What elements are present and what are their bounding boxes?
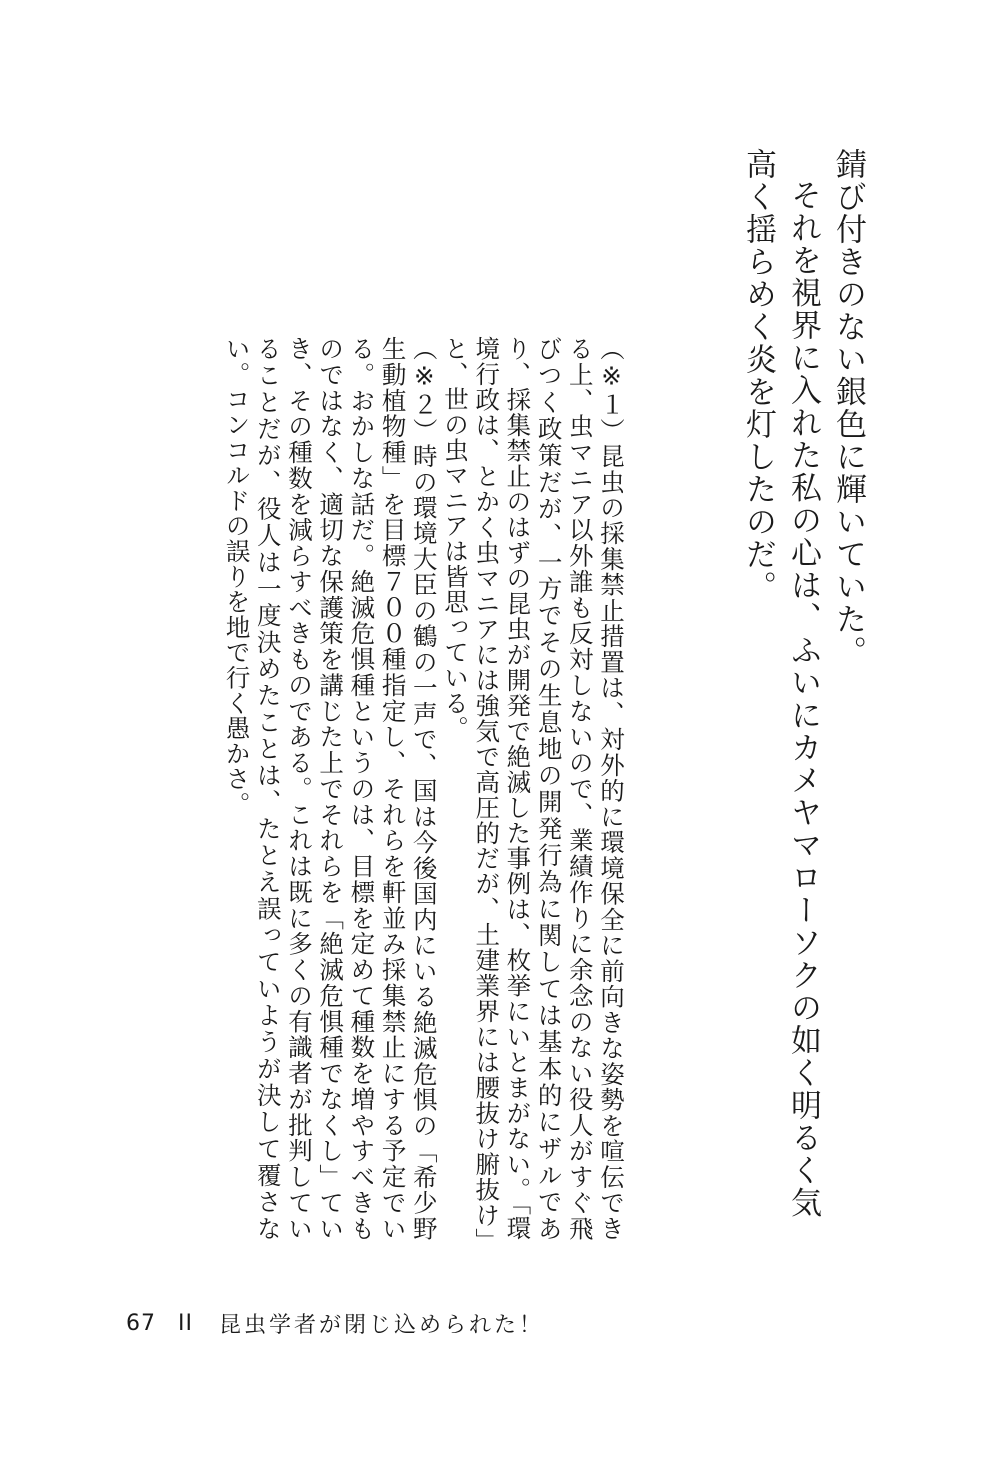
main-paragraph-2: それを視界に入れた私の心は、ふいにカメヤマローソクの如く明るく気高く揺らめく炎を灯したのだ。 <box>740 148 821 1219</box>
page-number: 67 <box>126 1310 156 1336</box>
footnote-2: （※２）時の環境大臣の鶴の一声で、国は今後国内にいる絶滅危惧の「希少野生動植物種」を目標７００種指定し、それらを軒並み採集禁止にする予定でいる。おかしな話だ。絶滅危惧種というのは、目標を定めて種数を増やすべきものではなく、適切な保護策を講じた上でそれらを「絶滅危惧種でなくし」ていき、その種数を減らすべきものである。これは既に多くの有識者が批判していることだが、役人は一度決めたことは、たとえ誤っていようが決して覆さない。コンコルドの誤りを地で行く愚かさ。 <box>222 336 439 1241</box>
main-paragraph-1: 錆び付きのない銀色に輝いていた。 <box>830 148 866 668</box>
running-footer <box>126 1303 544 1343</box>
chapter-title: 昆虫学者が閉じ込められた！ <box>218 1312 544 1338</box>
footnote-1: （※１）昆虫の採集禁止措置は、対外的に環境保全に前向きな姿勢を喧伝できる上、虫マニア以外誰も反対しないので、業績作りに余念のない役人がすぐ飛びつく政策だが、一方でその生息地の開発行為に関しては基本的にザルであり、採集禁止のはずの昆虫が開発で絶滅した事例は、枚挙にいとまがない。「環境行政は、とかく虫マニアには強気で高圧的だが、土建業界には腰抜け腑抜け」と、世の虫マニアは皆思っている。 <box>440 336 626 1241</box>
part-number: II <box>178 1310 193 1336</box>
main-body-text <box>740 148 870 1228</box>
footnotes <box>222 336 627 1241</box>
